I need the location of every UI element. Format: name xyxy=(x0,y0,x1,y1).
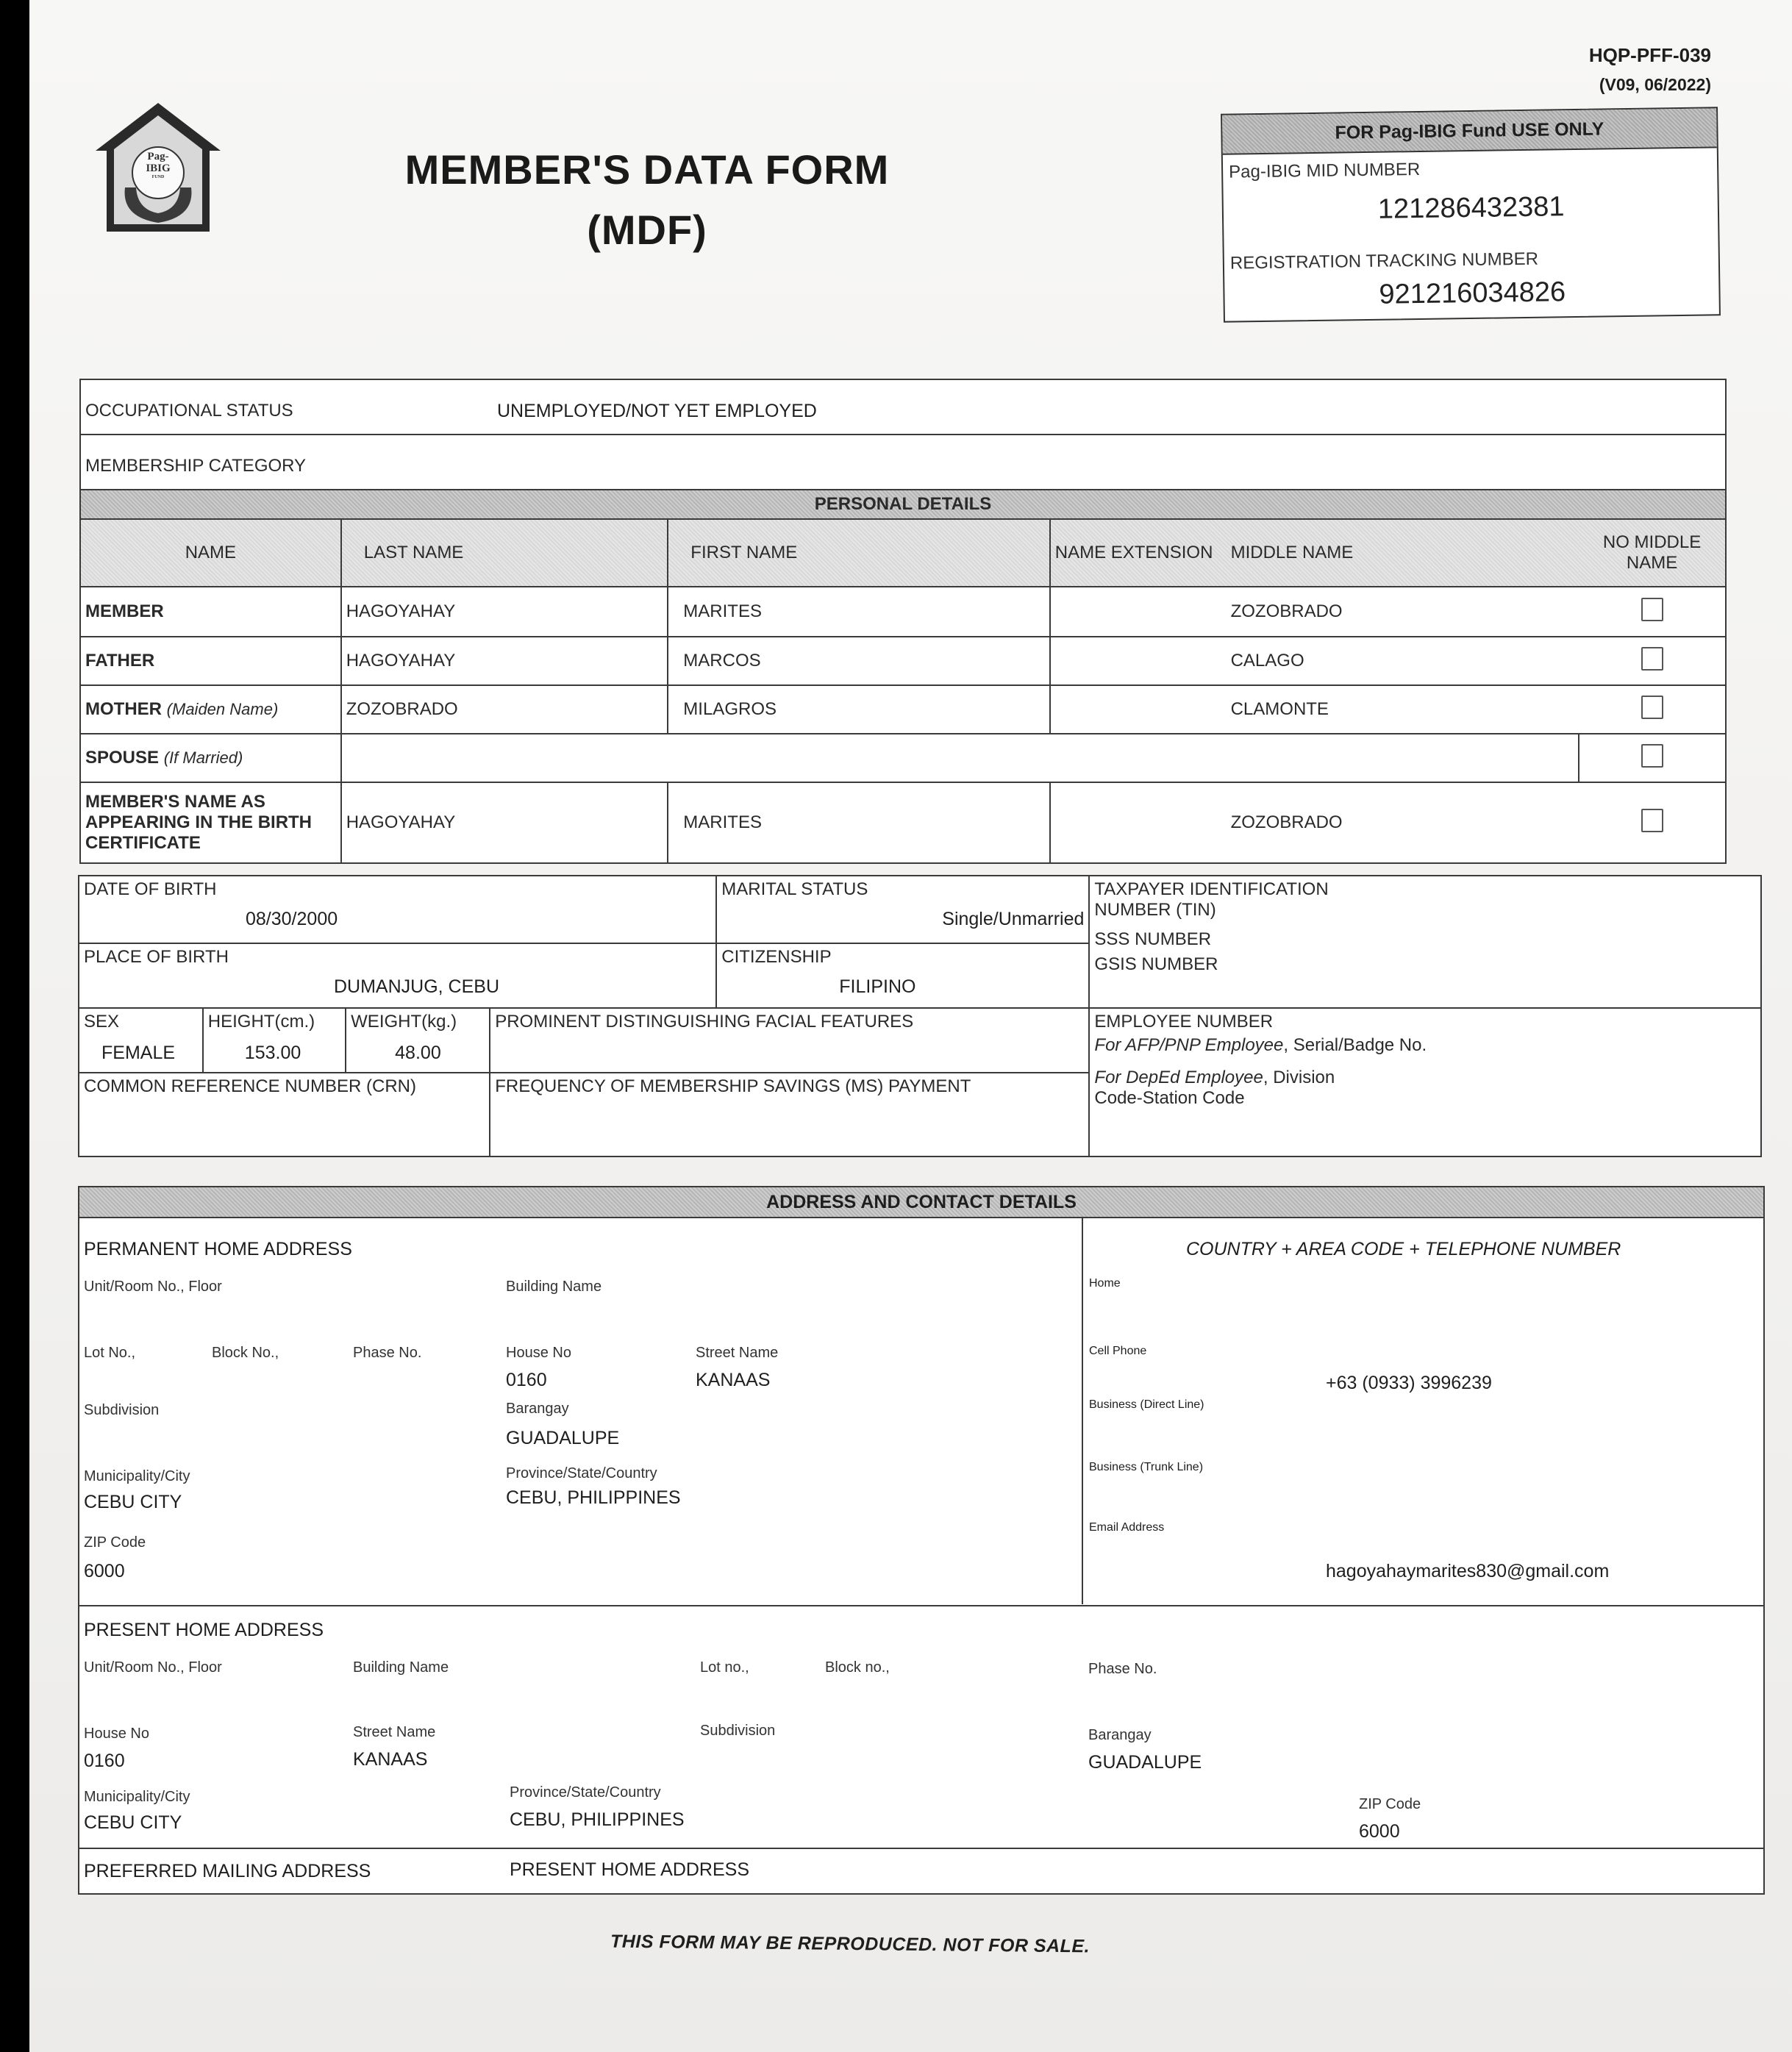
name-row-label xyxy=(80,637,341,685)
pres-province-value[interactable]: CEBU, PHILIPPINES xyxy=(510,1809,685,1830)
name-row-note: (If Married) xyxy=(163,748,243,767)
tin-label: TAXPAYER IDENTIFICATION NUMBER (TIN) xyxy=(1094,879,1329,920)
name-row-note: (Maiden Name) xyxy=(166,700,279,718)
name-row-role: MEMBER'S NAME AS APPEARING IN THE BIRTH CERTIFICATE xyxy=(85,792,313,853)
mid-number-value: 121286432381 xyxy=(1377,191,1565,225)
col-middle-name: MIDDLE NAME xyxy=(1227,519,1579,587)
sex-value[interactable]: FEMALE xyxy=(101,1043,176,1063)
pob-value[interactable]: DUMANJUG, CEBU xyxy=(334,976,500,997)
pres-barangay-label: Barangay xyxy=(1088,1727,1152,1743)
col-last-name: LAST NAME xyxy=(341,519,668,587)
middle-name-value[interactable]: CLAMONTE xyxy=(1227,685,1579,734)
pres-subdivision-label: Subdivision xyxy=(700,1723,776,1739)
col-name-extension: NAME EXTENSION xyxy=(1050,519,1227,587)
pres-province-label: Province/State/Country xyxy=(510,1784,661,1801)
title-line-2: (MDF) xyxy=(587,207,707,253)
dob-value[interactable]: 08/30/2000 xyxy=(246,909,338,929)
permanent-address-title: PERMANENT HOME ADDRESS xyxy=(84,1239,352,1259)
first-name-value[interactable]: MARCOS xyxy=(668,637,1049,685)
name-extension-value[interactable] xyxy=(1050,782,1227,863)
name-row-role: FATHER xyxy=(85,651,155,671)
last-name-value[interactable]: HAGOYAHAY xyxy=(341,637,668,685)
employee-number-label: EMPLOYEE NUMBER xyxy=(1094,1012,1274,1032)
occupational-status-value: UNEMPLOYED/NOT YET EMPLOYED xyxy=(497,401,817,421)
present-address-block xyxy=(79,1605,1763,1849)
perm-barangay-value[interactable]: GUADALUPE xyxy=(506,1428,620,1448)
name-row-label xyxy=(80,587,341,637)
first-name-value[interactable]: MARITES xyxy=(668,587,1049,637)
citizenship-label: CITIZENSHIP xyxy=(721,947,832,967)
email-label: Email Address xyxy=(1089,1521,1165,1534)
afp-pnp-label-italic: For AFP/PNP Employee xyxy=(1094,1035,1284,1055)
middle-name-value[interactable]: ZOZOBRADO xyxy=(1227,587,1579,637)
pres-building-label: Building Name xyxy=(353,1659,449,1676)
name-row-role: MOTHER xyxy=(85,699,162,719)
citizenship-value[interactable]: FILIPINO xyxy=(839,976,916,997)
mailing-address-value[interactable]: PRESENT HOME ADDRESS xyxy=(510,1859,750,1880)
pres-house-label: House No xyxy=(84,1726,149,1742)
perm-city-label: Municipality/City xyxy=(84,1468,190,1484)
rtn-label: REGISTRATION TRACKING NUMBER xyxy=(1229,249,1539,274)
gsis-label: GSIS NUMBER xyxy=(1094,954,1218,974)
perm-house-value[interactable]: 0160 xyxy=(506,1370,547,1390)
home-phone-label: Home xyxy=(1089,1277,1121,1290)
contact-block xyxy=(1083,1218,1763,1604)
pres-zip-value[interactable]: 6000 xyxy=(1359,1821,1400,1842)
last-name-value[interactable]: ZOZOBRADO xyxy=(341,685,668,734)
name-row xyxy=(80,782,1726,863)
perm-lot-label: Lot No., xyxy=(84,1345,136,1361)
afp-pnp-label-rest: , Serial/Badge No. xyxy=(1283,1035,1427,1055)
afp-pnp-label xyxy=(1094,1035,1432,1056)
pres-street-value[interactable]: KANAAS xyxy=(353,1749,428,1770)
name-extension-value[interactable] xyxy=(1050,637,1227,685)
address-contact-section xyxy=(78,1186,1765,1895)
weight-value[interactable]: 48.00 xyxy=(395,1043,441,1063)
cell-phone-value[interactable]: +63 (0933) 3996239 xyxy=(1326,1373,1492,1393)
business-direct-label: Business (Direct Line) xyxy=(1089,1398,1204,1411)
personal-details-heading: PERSONAL DETAILS xyxy=(80,490,1726,519)
col-no-middle-name: NO MIDDLE NAME xyxy=(1579,519,1726,587)
fund-use-only-box xyxy=(1221,107,1721,322)
middle-name-value[interactable]: CALAGO xyxy=(1227,637,1579,685)
deped-label-italic: For DepEd Employee xyxy=(1094,1068,1263,1087)
perm-phase-label: Phase No. xyxy=(353,1345,422,1361)
pres-house-value[interactable]: 0160 xyxy=(84,1751,125,1771)
permanent-address-block xyxy=(79,1218,1083,1604)
page-title xyxy=(331,140,963,260)
middle-name-value[interactable]: ZOZOBRADO xyxy=(1227,782,1579,863)
logo-text-3: FUND xyxy=(151,175,165,179)
pres-city-value[interactable]: CEBU CITY xyxy=(84,1812,182,1833)
email-value[interactable]: hagoyahaymarites830@gmail.com xyxy=(1326,1561,1610,1581)
deped-label-rest: , Division Code-Station Code xyxy=(1094,1068,1335,1108)
rtn-value: 921216034826 xyxy=(1379,276,1566,310)
pres-zip-label: ZIP Code xyxy=(1359,1796,1421,1812)
no-middle-name-checkbox[interactable] xyxy=(1641,598,1663,621)
mailing-address-label: PREFERRED MAILING ADDRESS xyxy=(84,1861,371,1881)
sss-label: SSS NUMBER xyxy=(1094,929,1212,949)
perm-street-label: Street Name xyxy=(696,1345,779,1361)
weight-label: WEIGHT(kg.) xyxy=(351,1012,457,1032)
perm-barangay-label: Barangay xyxy=(506,1401,569,1417)
col-first-name: FIRST NAME xyxy=(668,519,1049,587)
name-row-label xyxy=(80,685,341,734)
marital-status-value[interactable]: Single/Unmarried xyxy=(942,909,1085,929)
no-middle-name-checkbox[interactable] xyxy=(1641,809,1663,832)
perm-house-label: House No xyxy=(506,1345,571,1361)
membership-category-label: MEMBERSHIP CATEGORY xyxy=(85,456,307,476)
marital-status-label: MARITAL STATUS xyxy=(721,879,868,899)
height-value[interactable]: 153.00 xyxy=(244,1043,301,1063)
facial-features-label: PROMINENT DISTINGUISHING FACIAL FEATURES xyxy=(495,1012,914,1032)
address-contact-heading: ADDRESS AND CONTACT DETAILS xyxy=(79,1187,1763,1218)
first-name-value[interactable]: MILAGROS xyxy=(668,685,1049,734)
sex-label: SEX xyxy=(84,1012,120,1032)
perm-province-value[interactable]: CEBU, PHILIPPINES xyxy=(506,1487,681,1508)
perm-province-label: Province/State/Country xyxy=(506,1465,657,1481)
height-label: HEIGHT(cm.) xyxy=(207,1012,315,1032)
no-middle-name-checkbox[interactable] xyxy=(1641,744,1663,768)
form-code-number: HQP-PFF-039 xyxy=(1588,44,1711,66)
mid-number-label: Pag-IBIG MID NUMBER xyxy=(1228,159,1421,182)
birth-details-table xyxy=(78,875,1762,1157)
crn-label: COMMON REFERENCE NUMBER (CRN) xyxy=(84,1076,416,1096)
name-row xyxy=(80,637,1726,685)
last-name-value[interactable]: HAGOYAHAY xyxy=(341,782,668,863)
perm-street-value[interactable]: KANAAS xyxy=(696,1370,771,1390)
personal-details-table xyxy=(79,379,1727,864)
cell-phone-label: Cell Phone xyxy=(1089,1345,1147,1357)
telephone-format-heading: COUNTRY + AREA CODE + TELEPHONE NUMBER xyxy=(1186,1239,1621,1259)
occupational-status-label: OCCUPATIONAL STATUS xyxy=(85,401,293,421)
pres-lot-label: Lot no., xyxy=(700,1659,749,1676)
name-extension-value[interactable] xyxy=(1050,587,1227,637)
spouse-name-field[interactable] xyxy=(341,734,1579,782)
name-row xyxy=(80,734,1726,782)
perm-building-label: Building Name xyxy=(506,1279,602,1295)
last-name-value[interactable]: HAGOYAHAY xyxy=(341,587,668,637)
perm-city-value[interactable]: CEBU CITY xyxy=(84,1492,182,1512)
name-extension-value[interactable] xyxy=(1050,685,1227,734)
name-row-role: MEMBER xyxy=(85,601,164,621)
name-row-role: SPOUSE xyxy=(85,748,160,768)
no-middle-name-checkbox[interactable] xyxy=(1641,696,1663,719)
name-row xyxy=(80,587,1726,637)
frequency-label: FREQUENCY OF MEMBERSHIP SAVINGS (MS) PAYMENT xyxy=(495,1076,971,1096)
perm-zip-value[interactable]: 6000 xyxy=(84,1561,125,1581)
form-version: (V09, 06/2022) xyxy=(1599,75,1711,94)
mailing-address-row xyxy=(79,1848,1763,1895)
perm-subdivision-label: Subdivision xyxy=(84,1402,160,1418)
name-row-label xyxy=(80,734,341,782)
present-address-title: PRESENT HOME ADDRESS xyxy=(84,1620,324,1640)
no-middle-name-checkbox[interactable] xyxy=(1641,647,1663,671)
perm-unit-label: Unit/Room No., Floor xyxy=(84,1279,222,1295)
fund-use-only-heading: FOR Pag-IBIG Fund USE ONLY xyxy=(1222,108,1717,154)
first-name-value[interactable]: MARITES xyxy=(668,782,1049,863)
footer-note: THIS FORM MAY BE REPRODUCED. NOT FOR SALE. xyxy=(610,1931,1090,1957)
business-trunk-label: Business (Trunk Line) xyxy=(1089,1461,1204,1473)
title-line-1: MEMBER'S DATA FORM xyxy=(404,146,890,193)
pres-street-label: Street Name xyxy=(353,1724,436,1740)
logo-text-1: Pag- xyxy=(147,151,169,162)
scan-edge xyxy=(0,0,29,2052)
form-code xyxy=(1589,40,1711,99)
pres-phase-label: Phase No. xyxy=(1088,1661,1157,1677)
pres-unit-label: Unit/Room No., Floor xyxy=(84,1659,222,1676)
pob-label: PLACE OF BIRTH xyxy=(84,947,229,967)
pres-block-label: Block no., xyxy=(825,1659,890,1676)
pag-ibig-logo xyxy=(92,99,224,235)
col-name: NAME xyxy=(80,519,341,587)
pres-city-label: Municipality/City xyxy=(84,1789,190,1805)
name-row xyxy=(80,685,1726,734)
logo-text-2: IBIG xyxy=(146,162,171,174)
name-row-label xyxy=(80,782,341,863)
perm-block-label: Block No., xyxy=(212,1345,279,1361)
dob-label: DATE OF BIRTH xyxy=(84,879,217,899)
pres-barangay-value[interactable]: GUADALUPE xyxy=(1088,1752,1202,1773)
deped-label xyxy=(1094,1068,1374,1109)
perm-zip-label: ZIP Code xyxy=(84,1534,146,1551)
